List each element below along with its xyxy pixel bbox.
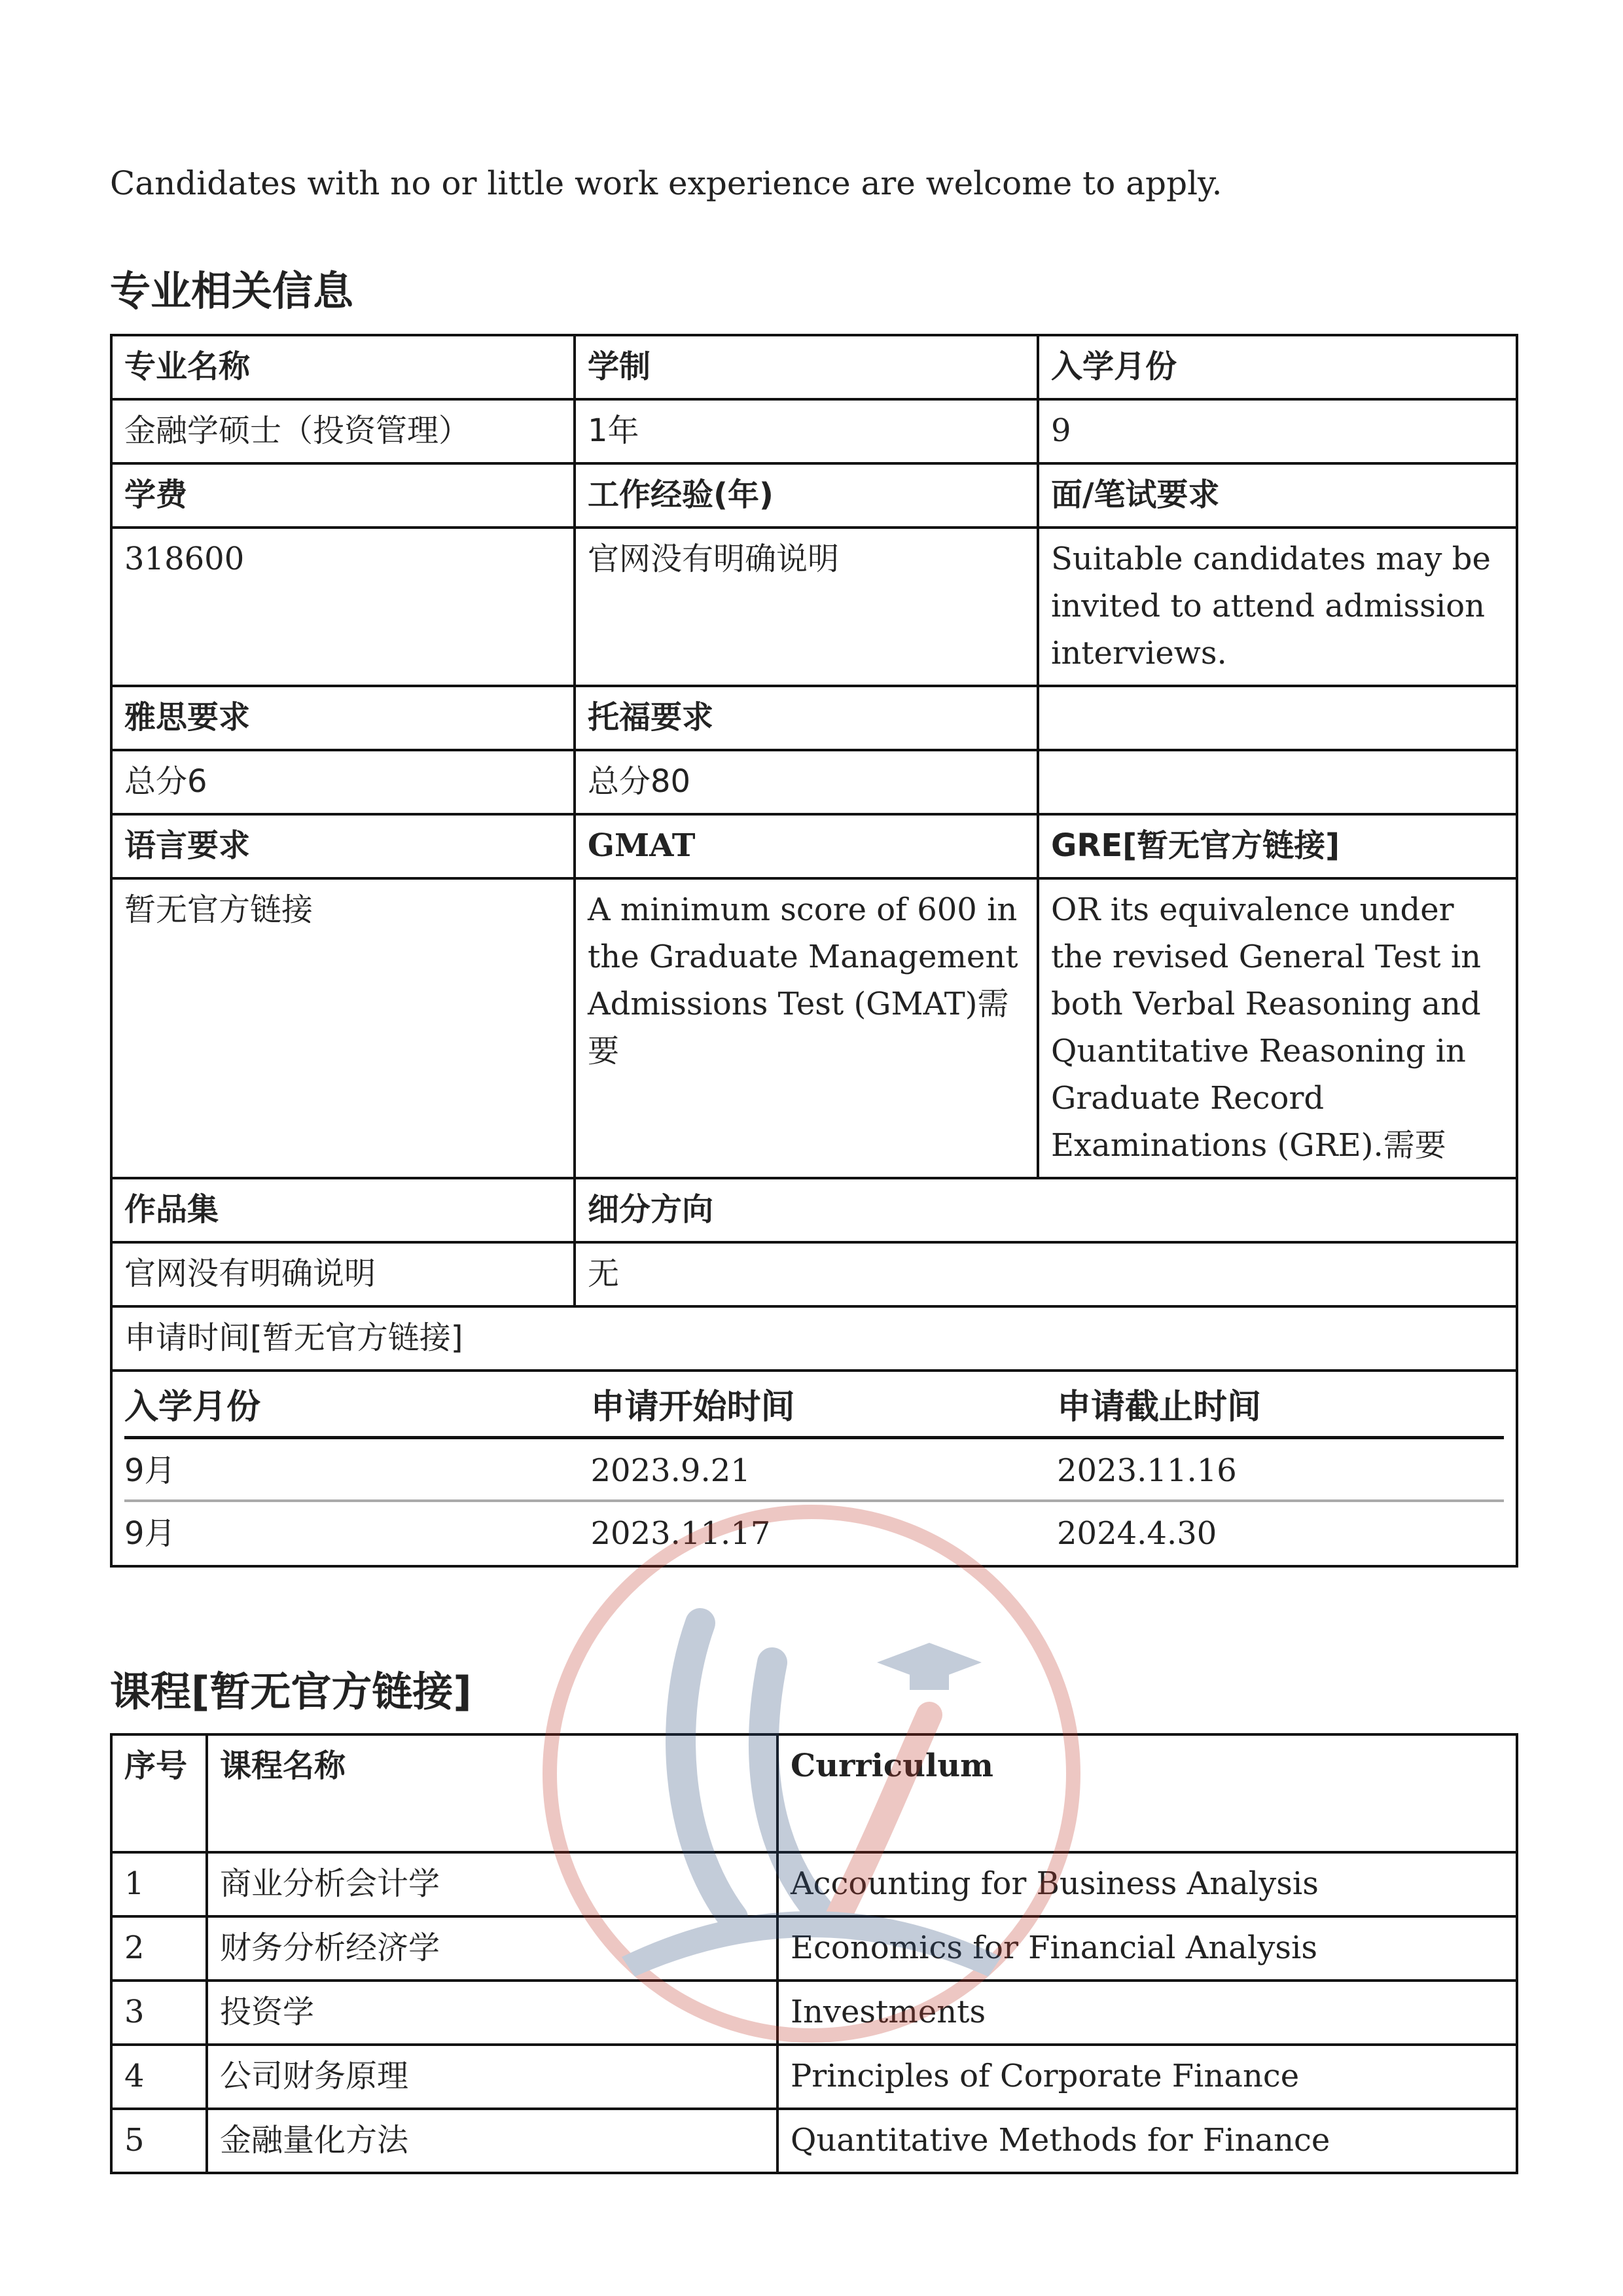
table-row <box>111 814 1517 878</box>
value-cell: 无 <box>575 1242 1517 1306</box>
value-cell: A minimum score of 600 in the Graduate Management Admissions Test (GMAT)需要 <box>575 878 1038 1178</box>
course-number: 2 <box>111 1916 207 1981</box>
course-name: 公司财务原理 <box>207 2045 777 2109</box>
header-cell: 托福要求 <box>575 686 1038 750</box>
value-cell: 1年 <box>575 399 1038 463</box>
header-cell: 工作经验(年) <box>575 463 1038 528</box>
table-row <box>111 1178 1517 1242</box>
watermark-logo-icon <box>537 1499 1086 2049</box>
start-date: 2023.11.17 <box>590 1515 771 1552</box>
value-cell <box>1038 750 1517 814</box>
table-row <box>111 335 1517 399</box>
program-info-table <box>110 334 1518 1568</box>
header-cell: Curriculum <box>777 1734 1517 1852</box>
course-name: 商业分析会计学 <box>207 1852 777 1916</box>
table-row <box>111 463 1517 528</box>
course-name-en: Investments <box>777 1981 1517 2045</box>
header-cell: 入学月份 <box>1038 335 1517 399</box>
header-cell: 序号 <box>111 1734 207 1852</box>
header-cell: 课程名称 <box>207 1734 777 1852</box>
header-cell: 专业名称 <box>111 335 575 399</box>
value-cell: 总分6 <box>111 750 575 814</box>
course-section-title: 课程[暂无官方链接] <box>110 1668 472 1715</box>
course-number: 4 <box>111 2045 207 2109</box>
program-section-title: 专业相关信息 <box>110 267 354 315</box>
table-row <box>111 2109 1517 2173</box>
value-cell: OR its equivalence under the revised General Test in both Verbal Reasoning and Quantitative Reasoning in Graduate Record Examinations (GRE).需要 <box>1038 878 1517 1178</box>
table-row <box>111 686 1517 750</box>
course-name-en: Principles of Corporate Finance <box>777 2045 1517 2109</box>
course-name: 投资学 <box>207 1981 777 2045</box>
application-time-label: 申请时间[暂无官方链接] <box>111 1306 1517 1371</box>
header-cell: GRE[暂无官方链接] <box>1038 814 1517 878</box>
value-cell: 暂无官方链接 <box>111 878 575 1178</box>
course-name-en: Accounting for Business Analysis <box>777 1852 1517 1916</box>
course-number: 1 <box>111 1852 207 1916</box>
header-cell: GMAT <box>575 814 1038 878</box>
header-cell: 语言要求 <box>111 814 575 878</box>
course-name-en: Quantitative Methods for Finance <box>777 2109 1517 2173</box>
value-cell: 官网没有明确说明 <box>575 528 1038 686</box>
course-name-en: Economics for Financial Analysis <box>777 1916 1517 1981</box>
header-cell: 雅思要求 <box>111 686 575 750</box>
table-header-row <box>124 1376 1504 1438</box>
value-cell: 总分80 <box>575 750 1038 814</box>
table-row <box>111 1306 1517 1371</box>
column-header: 入学月份 <box>124 1376 591 1438</box>
intro-text: Candidates with no or little work experience are welcome to apply. <box>110 164 1222 202</box>
course-name: 财务分析经济学 <box>207 1916 777 1981</box>
header-cell: 作品集 <box>111 1178 575 1242</box>
start-date: 2023.9.21 <box>591 1438 1058 1501</box>
course-number: 3 <box>111 1981 207 2045</box>
header-cell <box>1038 686 1517 750</box>
course-number: 5 <box>111 2109 207 2173</box>
value-cell: 金融学硕士（投资管理） <box>111 399 575 463</box>
header-cell: 细分方向 <box>575 1178 1517 1242</box>
value-cell: 9 <box>1038 399 1517 463</box>
deadline-date: 2024.4.30 <box>1057 1515 1217 1552</box>
header-cell: 学费 <box>111 463 575 528</box>
deadline-date: 2023.11.16 <box>1057 1438 1504 1501</box>
table-row <box>111 2045 1517 2109</box>
table-row <box>111 1242 1517 1306</box>
table-row <box>111 878 1517 1178</box>
table-row <box>124 1438 1504 1501</box>
intake-month: 9月 <box>124 1515 176 1552</box>
column-header: 申请开始时间 <box>591 1376 1058 1438</box>
table-row <box>111 750 1517 814</box>
header-cell: 学制 <box>575 335 1038 399</box>
value-cell: 官网没有明确说明 <box>111 1242 575 1306</box>
table-row <box>111 399 1517 463</box>
table-row <box>111 528 1517 686</box>
header-cell: 面/笔试要求 <box>1038 463 1517 528</box>
intake-month: 9月 <box>124 1438 591 1501</box>
value-cell: Suitable candidates may be invited to attend admission interviews. <box>1038 528 1517 686</box>
course-name: 金融量化方法 <box>207 2109 777 2173</box>
column-header: 申请截止时间 <box>1057 1376 1504 1438</box>
value-cell: 318600 <box>111 528 575 686</box>
